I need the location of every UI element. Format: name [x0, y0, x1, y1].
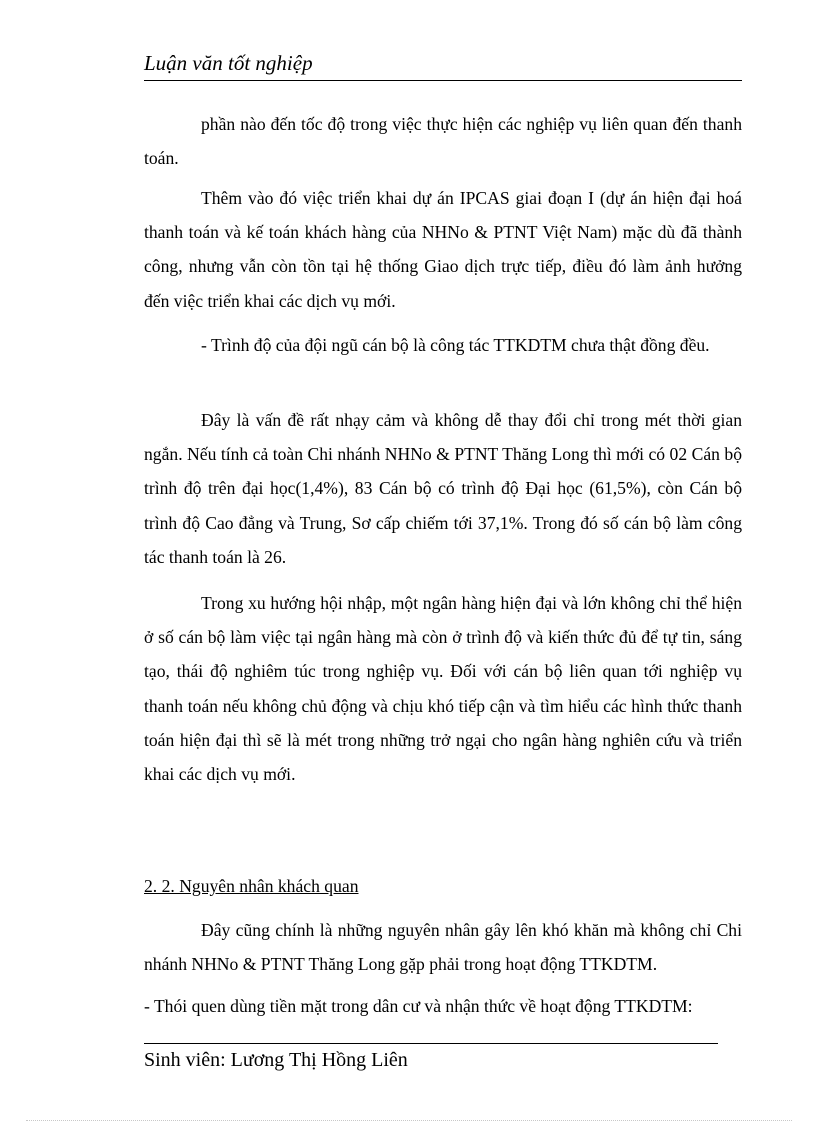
paragraph-staff-stats: Đây là vấn đề rất nhạy cảm và không dễ thay đổi chỉ trong mét thời gian ngắn. Nếu tính cả toàn Chi nhánh NHNo & PTNT Thăng Long thì mới có 02 Cán bộ trình độ trên đại học(1,4%), 83 Cán bộ có trình độ Đại học (61,5%), còn Cán bộ trình độ Cao đẳng và Trung, Sơ cấp chiếm tới 37,1%. Trong đó số cán bộ làm công tác thanh toán là 26.	[144, 410, 742, 567]
footer-student-name: Sinh viên: Lương Thị Hồng Liên	[144, 1049, 408, 1071]
paragraph-objective-causes: Đây cũng chính là những nguyên nhân gây lên khó khăn mà không chỉ Chi nhánh NHNo & PTNT Thăng Long gặp phải trong hoạt động TTKDTM.	[144, 920, 742, 975]
paragraph-continuation: phần nào đến tốc độ trong việc thực hiện các nghiệp vụ liên quan đến thanh toán.	[144, 114, 742, 169]
paragraph-ipcas: Thêm vào đó việc triển khai dự án IPCAS giai đoạn I (dự án hiện đại hoá thanh toán và kế toán khách hàng của NHNo & PTNT Việt Nam) mặc dù đã thành công, nhưng vẫn còn tồn tại hệ thống Giao dịch trực tiếp, điều đó làm ảnh hưởng đến việc triển khai các dịch vụ mới.	[144, 188, 742, 311]
paragraph-staff-level: - Trình độ của đội ngũ cán bộ là công tác TTKDTM chưa thật đồng đều.	[201, 335, 710, 355]
header-title: Luận văn tốt nghiệp	[144, 51, 313, 75]
page-bottom-border	[26, 1120, 792, 1121]
paragraph-cash-habit: - Thói quen dùng tiền mặt trong dân cư và nhận thức về hoạt động TTKDTM:	[144, 996, 693, 1016]
paragraph-integration: Trong xu hướng hội nhập, một ngân hàng hiện đại và lớn không chỉ thể hiện ở số cán bộ làm việc tại ngân hàng mà còn ở trình độ và kiến thức đủ để tự tin, sáng tạo, thái độ nghiêm túc trong nghiệp vụ. Đối với cán bộ liên quan tới nghiệp vụ thanh toán nếu không chủ động và chịu khó tiếp cận và tìm hiểu các hình thức thanh toán hiện đại thì sẽ là mét trong những trở ngại cho ngân hàng nghiên cứu và triển khai các dịch vụ mới.	[144, 593, 742, 785]
footer-divider	[144, 1043, 718, 1044]
page-header	[144, 50, 742, 81]
section-heading: 2. 2. Nguyên nhân khách quan	[144, 876, 359, 896]
